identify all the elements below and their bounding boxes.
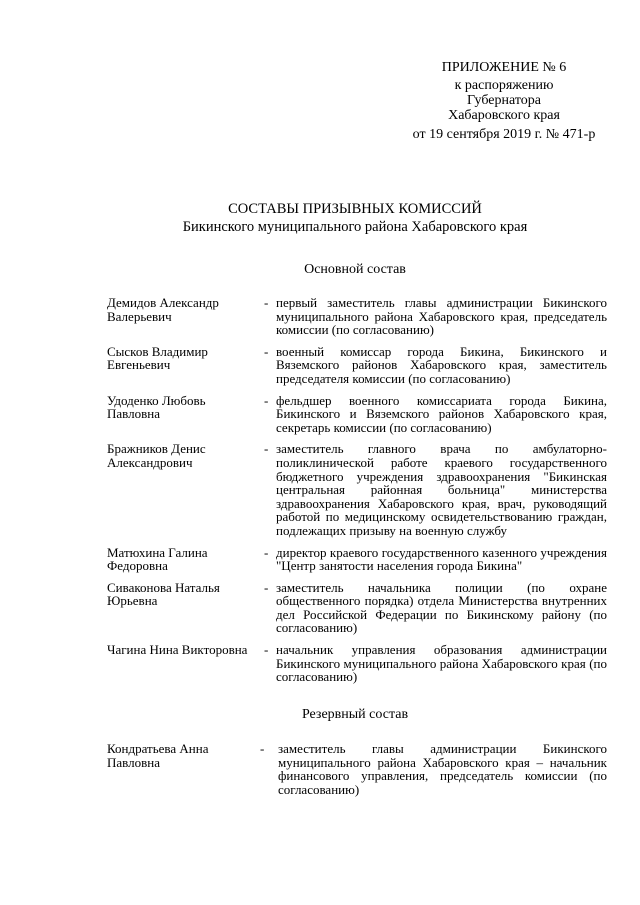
member-role: фельдшер военного комиссариата города Бикина, Бикинского и Вяземского районов Хабаровского края, секретарь комиссии (по согласованию) (276, 392, 607, 435)
member-name: Матюхина Галина Федоровна (107, 544, 208, 574)
member-name: Кондратьева Анна Павловна (107, 741, 209, 770)
member-row (107, 442, 607, 537)
dash-separator: - (264, 544, 269, 560)
dash-separator: - (260, 741, 265, 756)
member-role: первый заместитель главы администрации Бикинского муниципального района Хабаровского края, председатель комиссии (по согласованию) (276, 295, 607, 338)
annex-line-governor: Губернатора (466, 93, 542, 108)
member-name: Демидов Александр Валерьевич (107, 295, 219, 324)
member-name: Чагина Нина Викторовна (107, 642, 248, 658)
title-sub: Бикинского муниципального района Хабаровского края (182, 219, 528, 235)
annex-line-region: Хабаровского края (448, 108, 560, 123)
annex-number: ПРИЛОЖЕНИЕ № 6 (441, 60, 567, 75)
member-name: Бражников Денис Александрович (107, 441, 206, 470)
main-section-heading: Основной состав (304, 262, 406, 277)
reserve-members-list (107, 742, 607, 804)
member-role: военный комиссар города Бикина, Бикинского и Вяземского районов Хабаровского края, заместитель председателя комиссии (по согласованию) (276, 343, 607, 386)
member-name: Сиваконова Наталья Юрьевна (107, 579, 220, 609)
member-row (107, 546, 607, 573)
member-role: директор краевого государственного казенного учреждения "Центр занятости населения города Бикина" (276, 544, 607, 574)
annex-header (398, 60, 610, 142)
member-role: заместитель главного врача по амбулаторно-поликлинической работе краевого государственного бюджетного учреждения здравоохранения "Бикинская центральная районная больница" министерства здравоохранения Хабаровского края, врач, руководящий работой по медицинскому освидетельствованию граждан, подлежащих призыву на военную службу (276, 441, 607, 538)
member-row (107, 345, 607, 386)
member-name: Удоденко Любовь Павловна (107, 392, 206, 422)
reserve-section-heading: Резервный состав (301, 707, 409, 722)
dash-separator: - (264, 441, 269, 457)
title-main: СОСТАВЫ ПРИЗЫВНЫХ КОМИССИЙ (228, 201, 482, 217)
dash-separator: - (264, 295, 269, 310)
member-role: заместитель начальника полиции (по охране общественного порядка) отдела Министерства внутренних дел Российской Федерации по Бикинскому району (по согласованию) (276, 579, 607, 636)
member-row (107, 296, 607, 337)
member-row (107, 581, 607, 635)
main-members-list (107, 296, 607, 692)
dash-separator: - (264, 579, 269, 595)
document-title (0, 200, 640, 236)
annex-date: от 19 сентября 2019 г. № 471-р (412, 127, 596, 142)
dash-separator: - (264, 642, 269, 658)
member-row (107, 394, 607, 435)
member-role: начальник управления образования администрации Бикинского муниципального района Хабаровского края (по согласованию) (276, 642, 607, 685)
member-row (107, 742, 607, 796)
annex-line-order: к распоряжению (454, 78, 554, 93)
dash-separator: - (264, 392, 269, 408)
member-row (107, 643, 607, 684)
dash-separator: - (264, 343, 269, 359)
member-name: Сысков Владимир Евгеньевич (107, 343, 208, 373)
member-role: заместитель главы администрации Бикинского муниципального района Хабаровского края – начальник финансового управления, председатель комиссии (по согласованию) (278, 741, 607, 797)
